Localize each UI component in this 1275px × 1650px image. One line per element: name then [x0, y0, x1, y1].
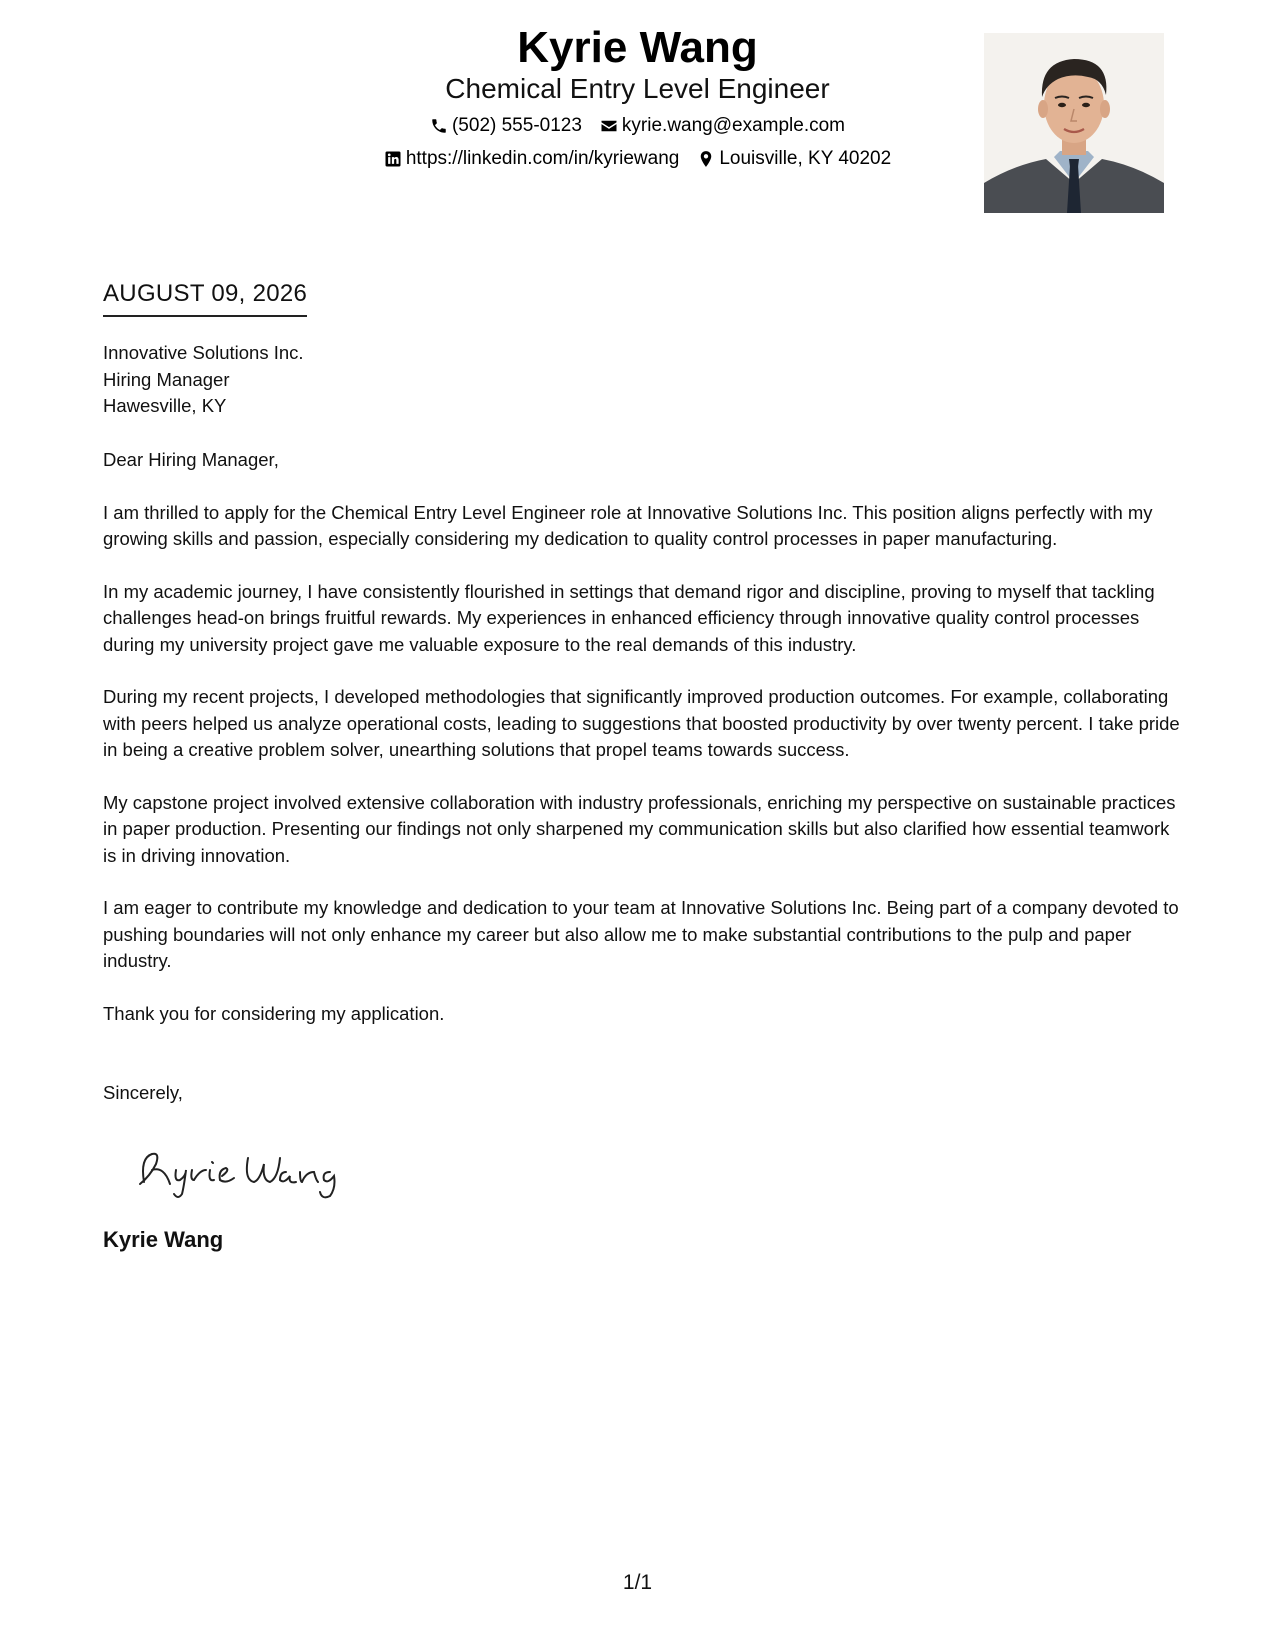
paragraph: In my academic journey, I have consistently flourished in settings that demand rigor and discipline, proving to myself that tackling challenges head-on brings fruitful rewards. My experiences in enhanced efficiency through innovative quality control processes during my university project gave me valuable exposure to the real demands of this industry.	[103, 580, 1155, 655]
recipient-location: Hawesville, KY	[103, 395, 227, 416]
profile-photo	[984, 33, 1164, 213]
email-address[interactable]: kyrie.wang@example.com	[621, 115, 846, 136]
paragraph: I am eager to contribute my knowledge and dedication to your team at Innovative Solutions Inc. Being part of a company devoted to pushing boundaries will not only enhance my career but also allow me to make substantial contributions to the pulp and paper industry.	[103, 897, 1179, 971]
phone-number: (502) 555-0123	[451, 115, 582, 136]
applicant-name: Kyrie Wang	[517, 23, 758, 72]
signer-name: Kyrie Wang	[103, 1227, 224, 1252]
job-title: Chemical Entry Level Engineer	[445, 73, 830, 104]
contact-linkedin[interactable]	[384, 147, 680, 171]
letter-body	[103, 447, 1183, 1053]
page-number: 1/1	[622, 1571, 653, 1594]
recipient-company: Innovative Solutions Inc.	[103, 342, 304, 363]
paragraph: Thank you for considering my application.	[103, 1002, 445, 1024]
paragraph: I am thrilled to apply for the Chemical Entry Level Engineer role at Innovative Solutions Inc. This position aligns perfectly with my growing skills and passion, especially considering my dedication to quality control processes in paper manufacturing.	[103, 501, 1153, 549]
contact-phone	[430, 114, 582, 138]
contact-email[interactable]	[600, 114, 845, 138]
handwritten-signature	[130, 1140, 350, 1200]
closing: Sincerely,	[103, 1082, 183, 1103]
paragraph: During my recent projects, I developed methodologies that significantly improved production outcomes. For example, collaborating with peers helped us analyze operational costs, leading to suggestions that boosted productivity by over twenty percent. I take pride in being a creative problem solver, unearthing solutions that propel teams towards success.	[103, 686, 1180, 760]
recipient-role: Hiring Manager	[103, 368, 230, 390]
linkedin-url[interactable]: https://linkedin.com/in/kyriewang	[405, 148, 680, 169]
location-text: Louisville, KY 40202	[719, 148, 892, 169]
linkedin-icon	[384, 150, 402, 168]
letter-date: AUGUST 09, 2026	[103, 279, 307, 317]
contact-location	[697, 147, 891, 171]
map-marker-icon	[697, 150, 715, 168]
phone-icon	[430, 117, 448, 135]
recipient-block	[103, 340, 304, 420]
salutation: Dear Hiring Manager,	[103, 449, 279, 470]
envelope-icon	[600, 117, 618, 135]
paragraph: My capstone project involved extensive collaboration with industry professionals, enriching my perspective on sustainable practices in paper production. Presenting our findings not only sharpened my communication skills but also clarified how essential teamwork is in driving innovation.	[103, 791, 1176, 866]
